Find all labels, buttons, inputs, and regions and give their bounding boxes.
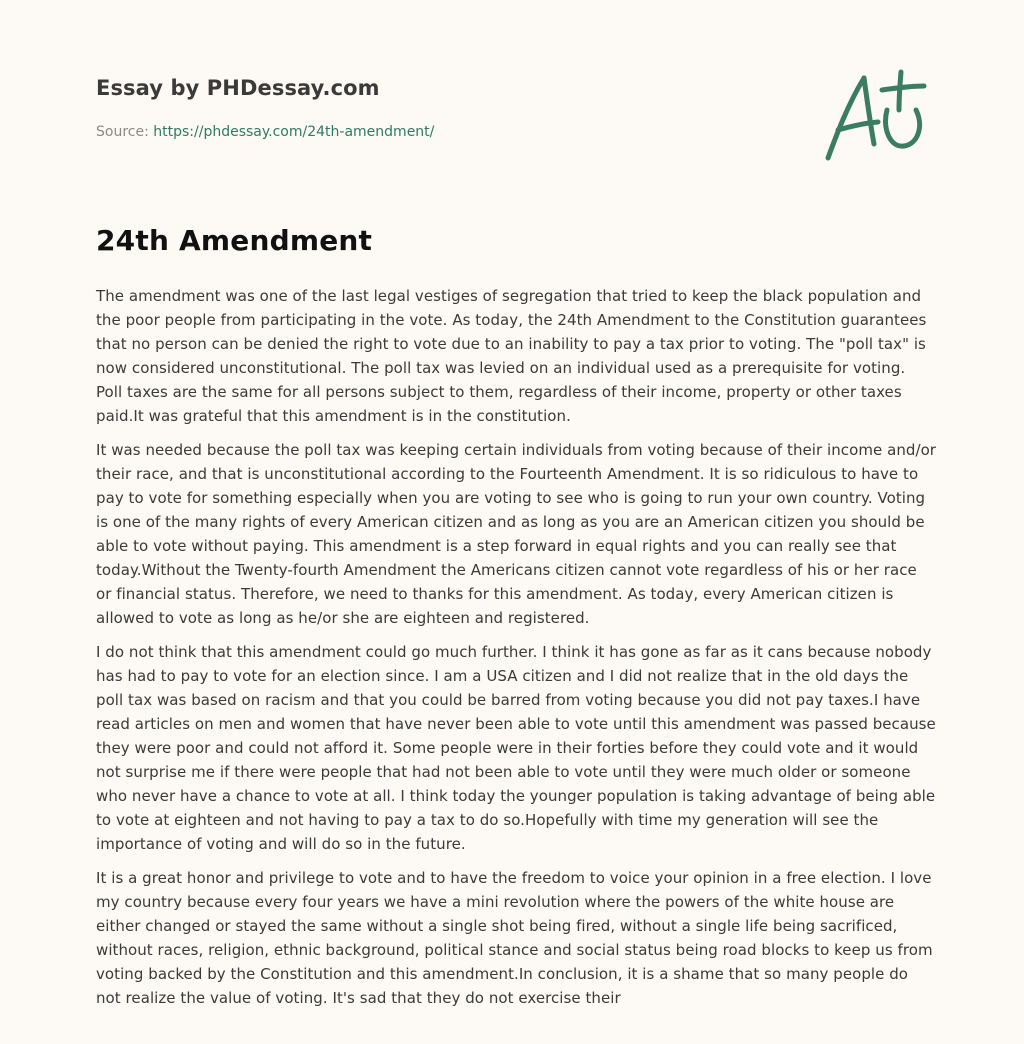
essay-paragraph-1: The amendment was one of the last legal vestiges of segregation that tried to keep the black population and the poor people from participating in the vote. As today, the 24th Amendment to the Constitution guarantees that no person can be denied the right to vote due to an inability to pay a tax prior to voting. The "poll tax" is now considered unconstitutional. The poll tax was levied on an individual used as a prerequisite for voting. Poll taxes are the same for all persons subject to them, regardless of their income, property or other taxes paid.It was grateful that this amendment is in the constitution. bbox=[96, 287, 927, 425]
essay-paragraph-2: It was needed because the poll tax was keeping certain individuals from voting because of their income and/or their race, and that is unconstitutional according to the Fourteenth Amendment. It is so ridiculous to have to pay to vote for something especially when you are voting to see who is going to run your own country. Voting is one of the many rights of every American citizen and as long as you are an American citizen you should be able to vote without paying. This amendment is a step forward in equal rights and you can really see that today.Without the Twenty-fourth Amendment the Americans citizen cannot vote regardless of his or her race or financial status. Therefore, we need to thanks for this amendment. As today, every American citizen is allowed to vote as long as he/or she are eighteen and registered. bbox=[96, 441, 937, 627]
essay-paragraph-4: It is a great honor and privilege to vote and to have the freedom to voice your opinion in a free election. I love my country because every four years we have a mini revolution where the powers of the white house are either changed or stayed the same without a single shot being fired, without a single life being sacrificed, without races, religion, ethnic background, political stance and social status being road blocks to keep us from voting backed by the Constitution and this amendment.In conclusion, it is a shame that so many people do not realize the value of voting. It's sad that they do not exercise their bbox=[96, 869, 933, 1007]
source-label: Source: bbox=[96, 124, 154, 140]
source-line bbox=[96, 124, 434, 140]
essay-title: 24th Amendment bbox=[96, 224, 373, 257]
a-plus-logo-svg bbox=[820, 66, 930, 166]
site-title: Essay by PHDessay.com bbox=[96, 76, 380, 100]
essay-paragraph-3: I do not think that this amendment could go much further. I think it has gone as far as it cans because nobody has had to pay to vote for an election since. I am a USA citizen and I did not realize that in the old days the poll tax was based on racism and that you could be barred from voting because you did not pay taxes.I have read articles on men and women that have never been able to vote until this amendment was passed because they were poor and could not afford it. Some people were in their forties before they could vote and it would not surprise me if there were people that had not been able to vote until they were much older or someone who never have a chance to vote at all. I think today the younger population is taking advantage of being able to vote at eighteen and not having to pay a tax to do so.Hopefully with time my generation will see the importance of voting and will do so in the future. bbox=[96, 643, 936, 853]
essay-body bbox=[96, 284, 936, 1020]
source-link[interactable]: https://phdessay.com/24th-amendment/ bbox=[153, 124, 435, 140]
a-plus-logo-icon bbox=[820, 66, 930, 166]
